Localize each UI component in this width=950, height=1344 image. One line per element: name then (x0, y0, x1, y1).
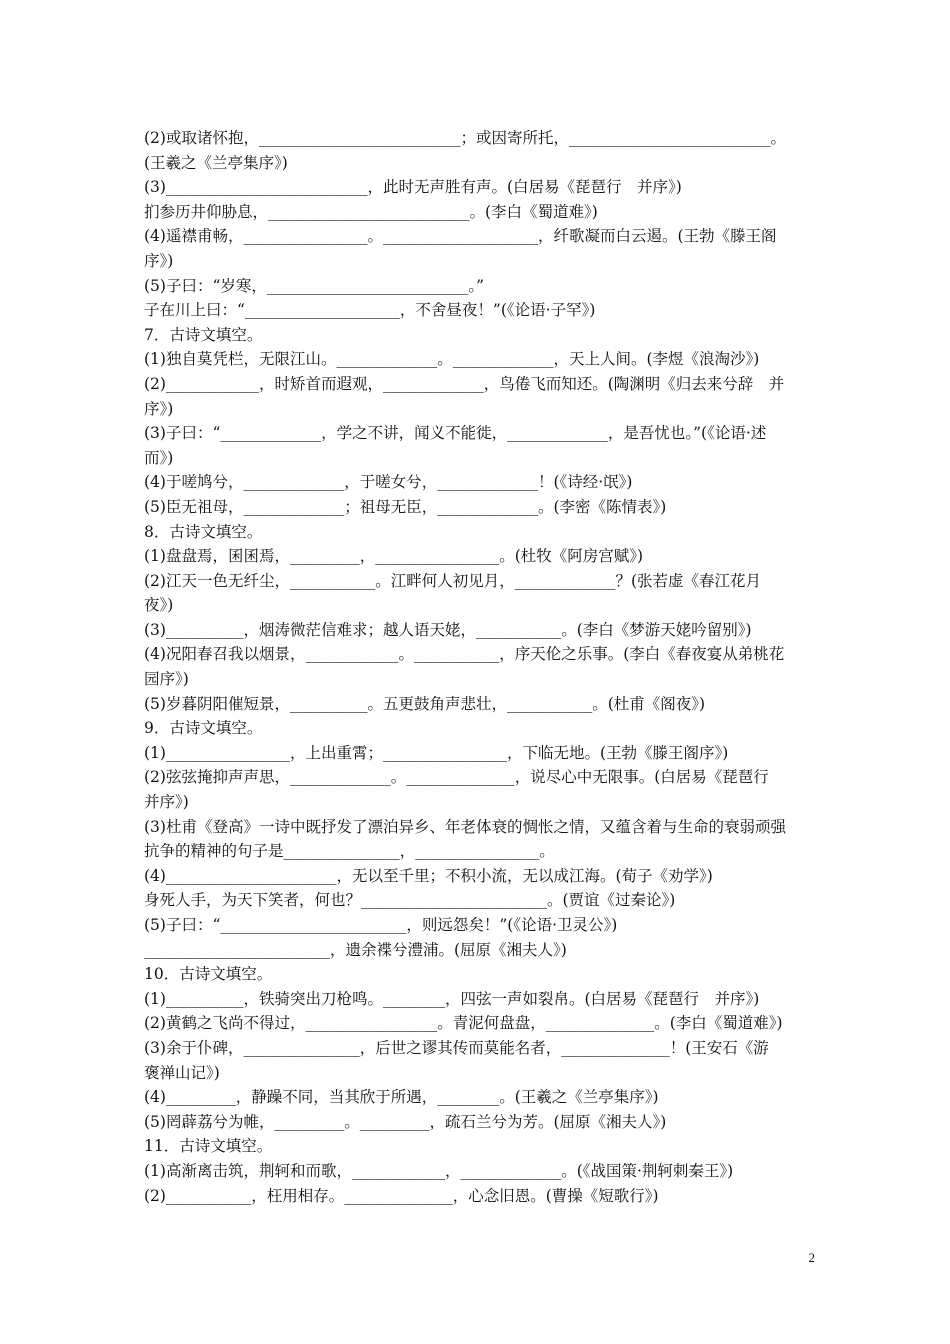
document-line: (5)子曰：“________________________，则远怨矣！”(《论语·卫灵公》) (144, 916, 618, 934)
document-line: 序》) (144, 399, 174, 418)
document-line: 10．古诗文填空。 (144, 965, 273, 984)
document-line: 而》) (144, 448, 174, 467)
document-line: 9．古诗文填空。 (144, 719, 263, 738)
document-line: 园序》) (144, 670, 189, 689)
document-line: (1)________________，上出重霄；________________，下临无地。(王勃《滕王阁序》) (144, 743, 729, 762)
document-line: (4)况阳春召我以烟景，____________。___________，序天伦之乐事。(李白《春夜宴从弟桃花 (144, 645, 785, 664)
document-line: 身死人手，为天下笑者，何也？________________________。(贾谊《过秦论》) (144, 891, 676, 910)
document-body (144, 126, 816, 1208)
document-line: 序》) (144, 251, 174, 270)
document-line: (3)余于仆碑，_______________，后世之谬其传而莫能名者，______________！(王安石《游 (144, 1038, 769, 1057)
document-line: 11．古诗文填空。 (144, 1137, 273, 1156)
document-line: (3)杜甫《登高》一诗中既抒发了漂泊异乡、年老体衰的惆怅之情，又蕴含着与生命的衰弱顽强 (144, 817, 786, 836)
document-line: (5)子曰：“岁寒，__________________________。” (144, 276, 485, 295)
document-line: 褒禅山记》) (144, 1063, 220, 1082)
document-line: (2)____________，时矫首而遐观，_____________，鸟倦飞而知还。(陶渊明《归去来兮辞 并 (144, 374, 785, 393)
document-line: (3)子曰：“_____________，学之不讲，闻义不能徙，_____________，是吾忧也。”(《论语·述 (144, 424, 767, 443)
document-line: (5)岁暮阴阳催短景，__________。五更鼓角声悲壮，___________。(杜甫《阁夜》) (144, 694, 706, 713)
document-line: 7．古诗文填空。 (144, 325, 263, 344)
document-line: (5)罔薜荔兮为帷，_________。_________，疏石兰兮为芳。(屈原《湘夫人》) (144, 1112, 667, 1131)
document-line: (2)江天一色无纤尘，___________。江畔何人初见月，_____________？(张若虚《春江花月 (144, 571, 762, 590)
document-line: (5)臣无祖母，_____________；祖母无臣，_____________。(李密《陈情表》) (144, 497, 667, 516)
document-line: (3)__________，烟涛微茫信难求；越人语天姥，___________。(李白《梦游天姥吟留别》) (144, 620, 752, 639)
document-line: (2)___________，枉用相存。______________，心念旧恩。(曹操《短歌行》) (144, 1186, 659, 1205)
document-line: (1)__________，铁骑突出刀枪鸣。________，四弦一声如裂帛。(白居易《琵琶行 并序》) (144, 989, 760, 1008)
document-line: (2)黄鹤之飞尚不得过，_________________。青泥何盘盘，______________。(李白《蜀道难》) (144, 1014, 783, 1033)
document-line: (王羲之《兰亭集序》) (144, 153, 288, 172)
page-number: 2 (808, 1250, 815, 1265)
document-line: (1)独自莫凭栏，无限江山。_____________。_____________，天上人间。(李煜《浪淘沙》) (144, 350, 760, 369)
document-line: (2)或取诸怀抱，__________________________；或因寄所托，__________________________。 (144, 129, 786, 147)
document-line: (3)__________________________，此时无声胜有声。(白居易《琵琶行 并序》) (144, 178, 682, 197)
document-line: 抗争的精神的句子是_______________，________________。 (144, 842, 555, 861)
document-line: (4)遥襟甫畅，________________。____________________，纤歌凝而白云遏。(王勃《滕王阁 (144, 227, 777, 246)
document-line: (1)盘盘焉，囷囷焉，_________，________________。(杜牧《阿房宫赋》) (144, 547, 644, 566)
document-line: 扪参历井仰胁息，__________________________。(李白《蜀道难》) (144, 202, 598, 221)
document-line: (1)高渐离击筑，荆轲和而歌，____________，_____________。(《战国策·荆轲刺秦王》) (144, 1161, 734, 1180)
document-line: (4)于嗟鸠兮，_____________，于嗟女兮，_____________！(《诗经·氓》) (144, 473, 633, 492)
document-line: 并序》) (144, 793, 189, 812)
document-line: 8．古诗文填空。 (144, 522, 263, 541)
document-line: 子在川上曰：“____________________，不舍昼夜！”(《论语·子罕》) (144, 301, 596, 320)
document-line: (4)______________________，无以至千里；不积小流，无以成江海。(荀子《劝学》) (144, 866, 713, 885)
document-line: ________________________，遗余褋兮澧浦。(屈原《湘夫人》) (144, 940, 567, 959)
document-line: (2)弦弦掩抑声声思，_____________。______________，说尽心中无限事。(白居易《琵琶行 (144, 768, 769, 787)
document-line: 夜》) (144, 596, 174, 615)
document-line: (4)_________，静躁不同，当其欣于所遇，________。(王羲之《兰亭集序》) (144, 1088, 659, 1107)
